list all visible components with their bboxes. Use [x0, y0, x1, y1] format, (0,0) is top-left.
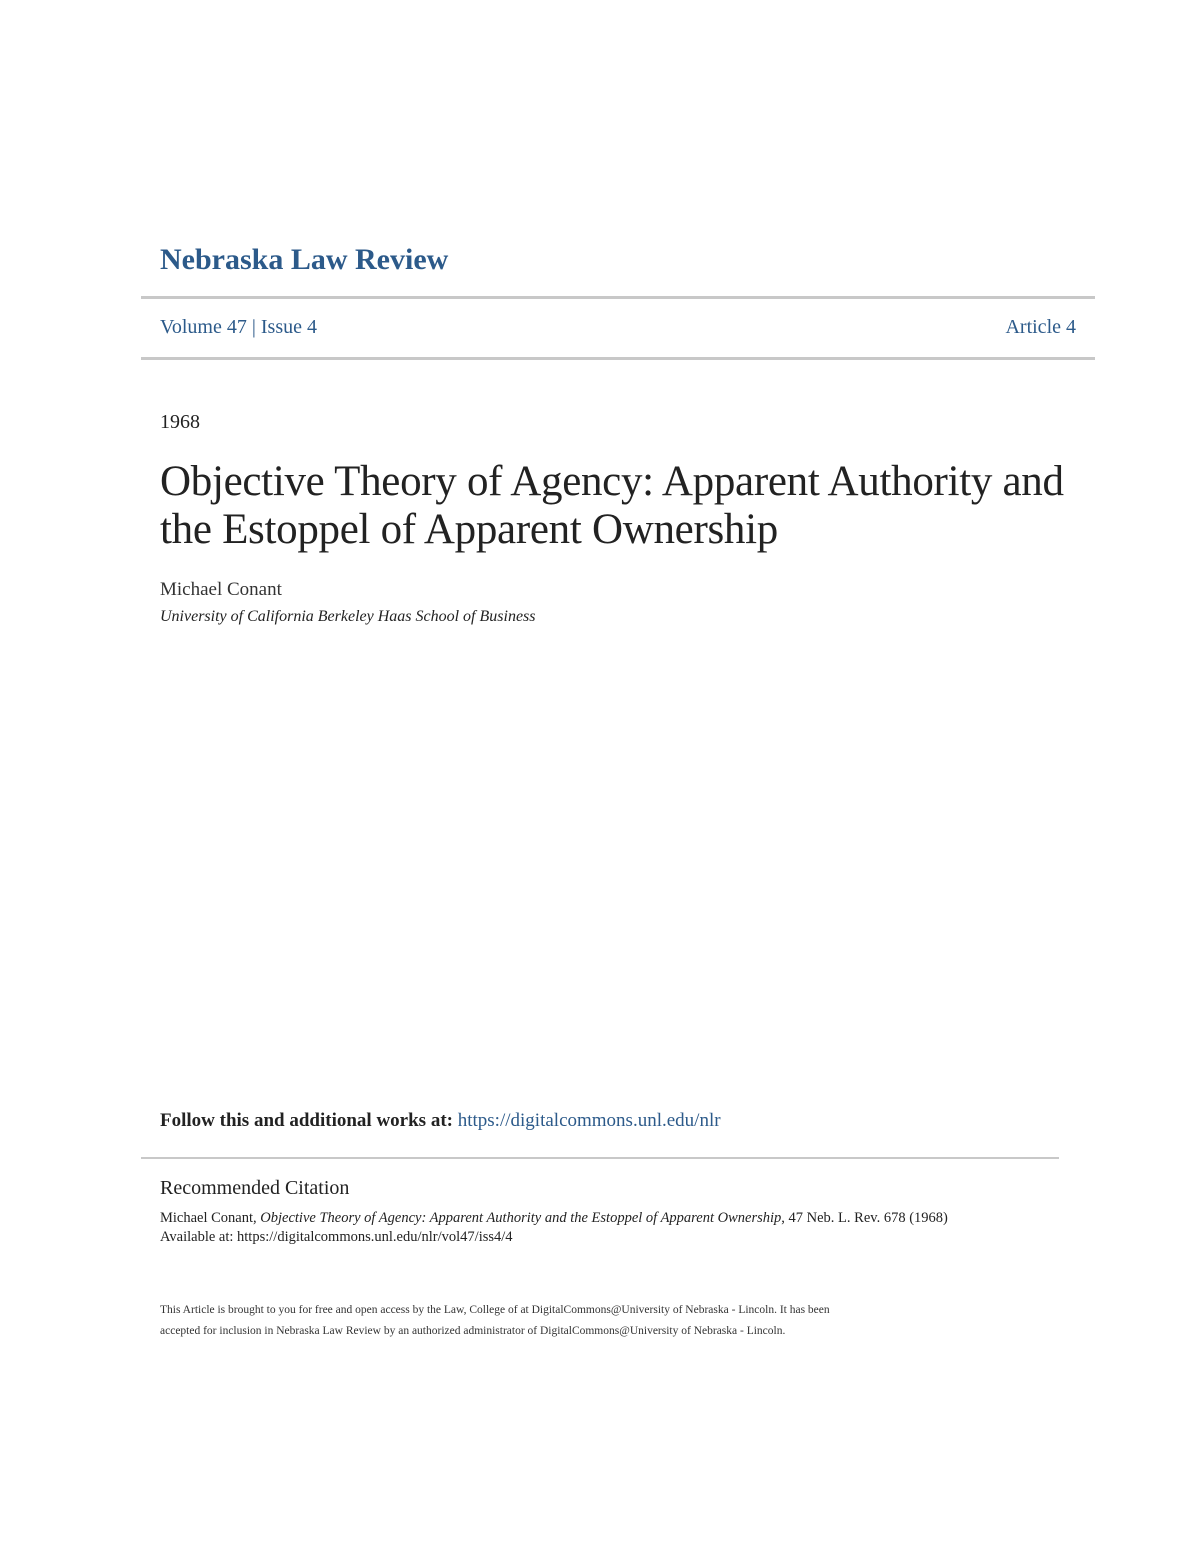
volume-issue-separator: |	[251, 316, 256, 338]
publication-year: 1968	[160, 411, 200, 433]
access-note	[160, 1300, 1040, 1342]
citation-line	[160, 1209, 1060, 1228]
author-name[interactable]: Michael Conant	[160, 579, 282, 600]
journal-title-link[interactable]: Nebraska Law Review	[160, 243, 449, 276]
article-number[interactable]	[1005, 316, 1076, 339]
citation-suffix: , 47 Neb. L. Rev. 678 (1968)	[781, 1210, 948, 1226]
follow-line	[160, 1110, 721, 1132]
issue-link[interactable]: Issue 4	[260, 316, 317, 338]
volume-issue	[160, 316, 317, 339]
citation-heading: Recommended Citation	[160, 1177, 350, 1199]
access-note-line-1: This Article is brought to you for free and open access by the Law, College of at DigitalCommons@University of Nebraska - Lincoln. It has been	[160, 1304, 830, 1316]
access-note-line-2: accepted for inclusion in Nebraska Law Review by an authorized administrator of DigitalCommons@University of Nebraska - Lincoln.	[160, 1325, 786, 1337]
citation-title: Objective Theory of Agency: Apparent Authority and the Estoppel of Apparent Ownership	[260, 1210, 782, 1226]
citation-text	[160, 1209, 1060, 1247]
citation-author: Michael Conant,	[160, 1210, 261, 1226]
top-divider	[141, 296, 1095, 299]
volume-link[interactable]: Volume 47	[160, 316, 247, 338]
header-divider	[141, 357, 1095, 360]
article-link[interactable]: Article 4	[1005, 316, 1076, 338]
follow-label: Follow this and additional works at:	[160, 1110, 453, 1131]
journal-title[interactable]	[160, 243, 448, 277]
citation-available-at: Available at: https://digitalcommons.unl.edu/nlr/vol47/iss4/4	[160, 1229, 513, 1245]
citation-divider	[141, 1157, 1059, 1159]
article-title: Objective Theory of Agency: Apparent Authority and the Estoppel of Apparent Ownership	[160, 458, 1064, 553]
follow-url-link[interactable]: https://digitalcommons.unl.edu/nlr	[457, 1110, 721, 1131]
author-affiliation: University of California Berkeley Haas School of Business	[160, 608, 536, 625]
